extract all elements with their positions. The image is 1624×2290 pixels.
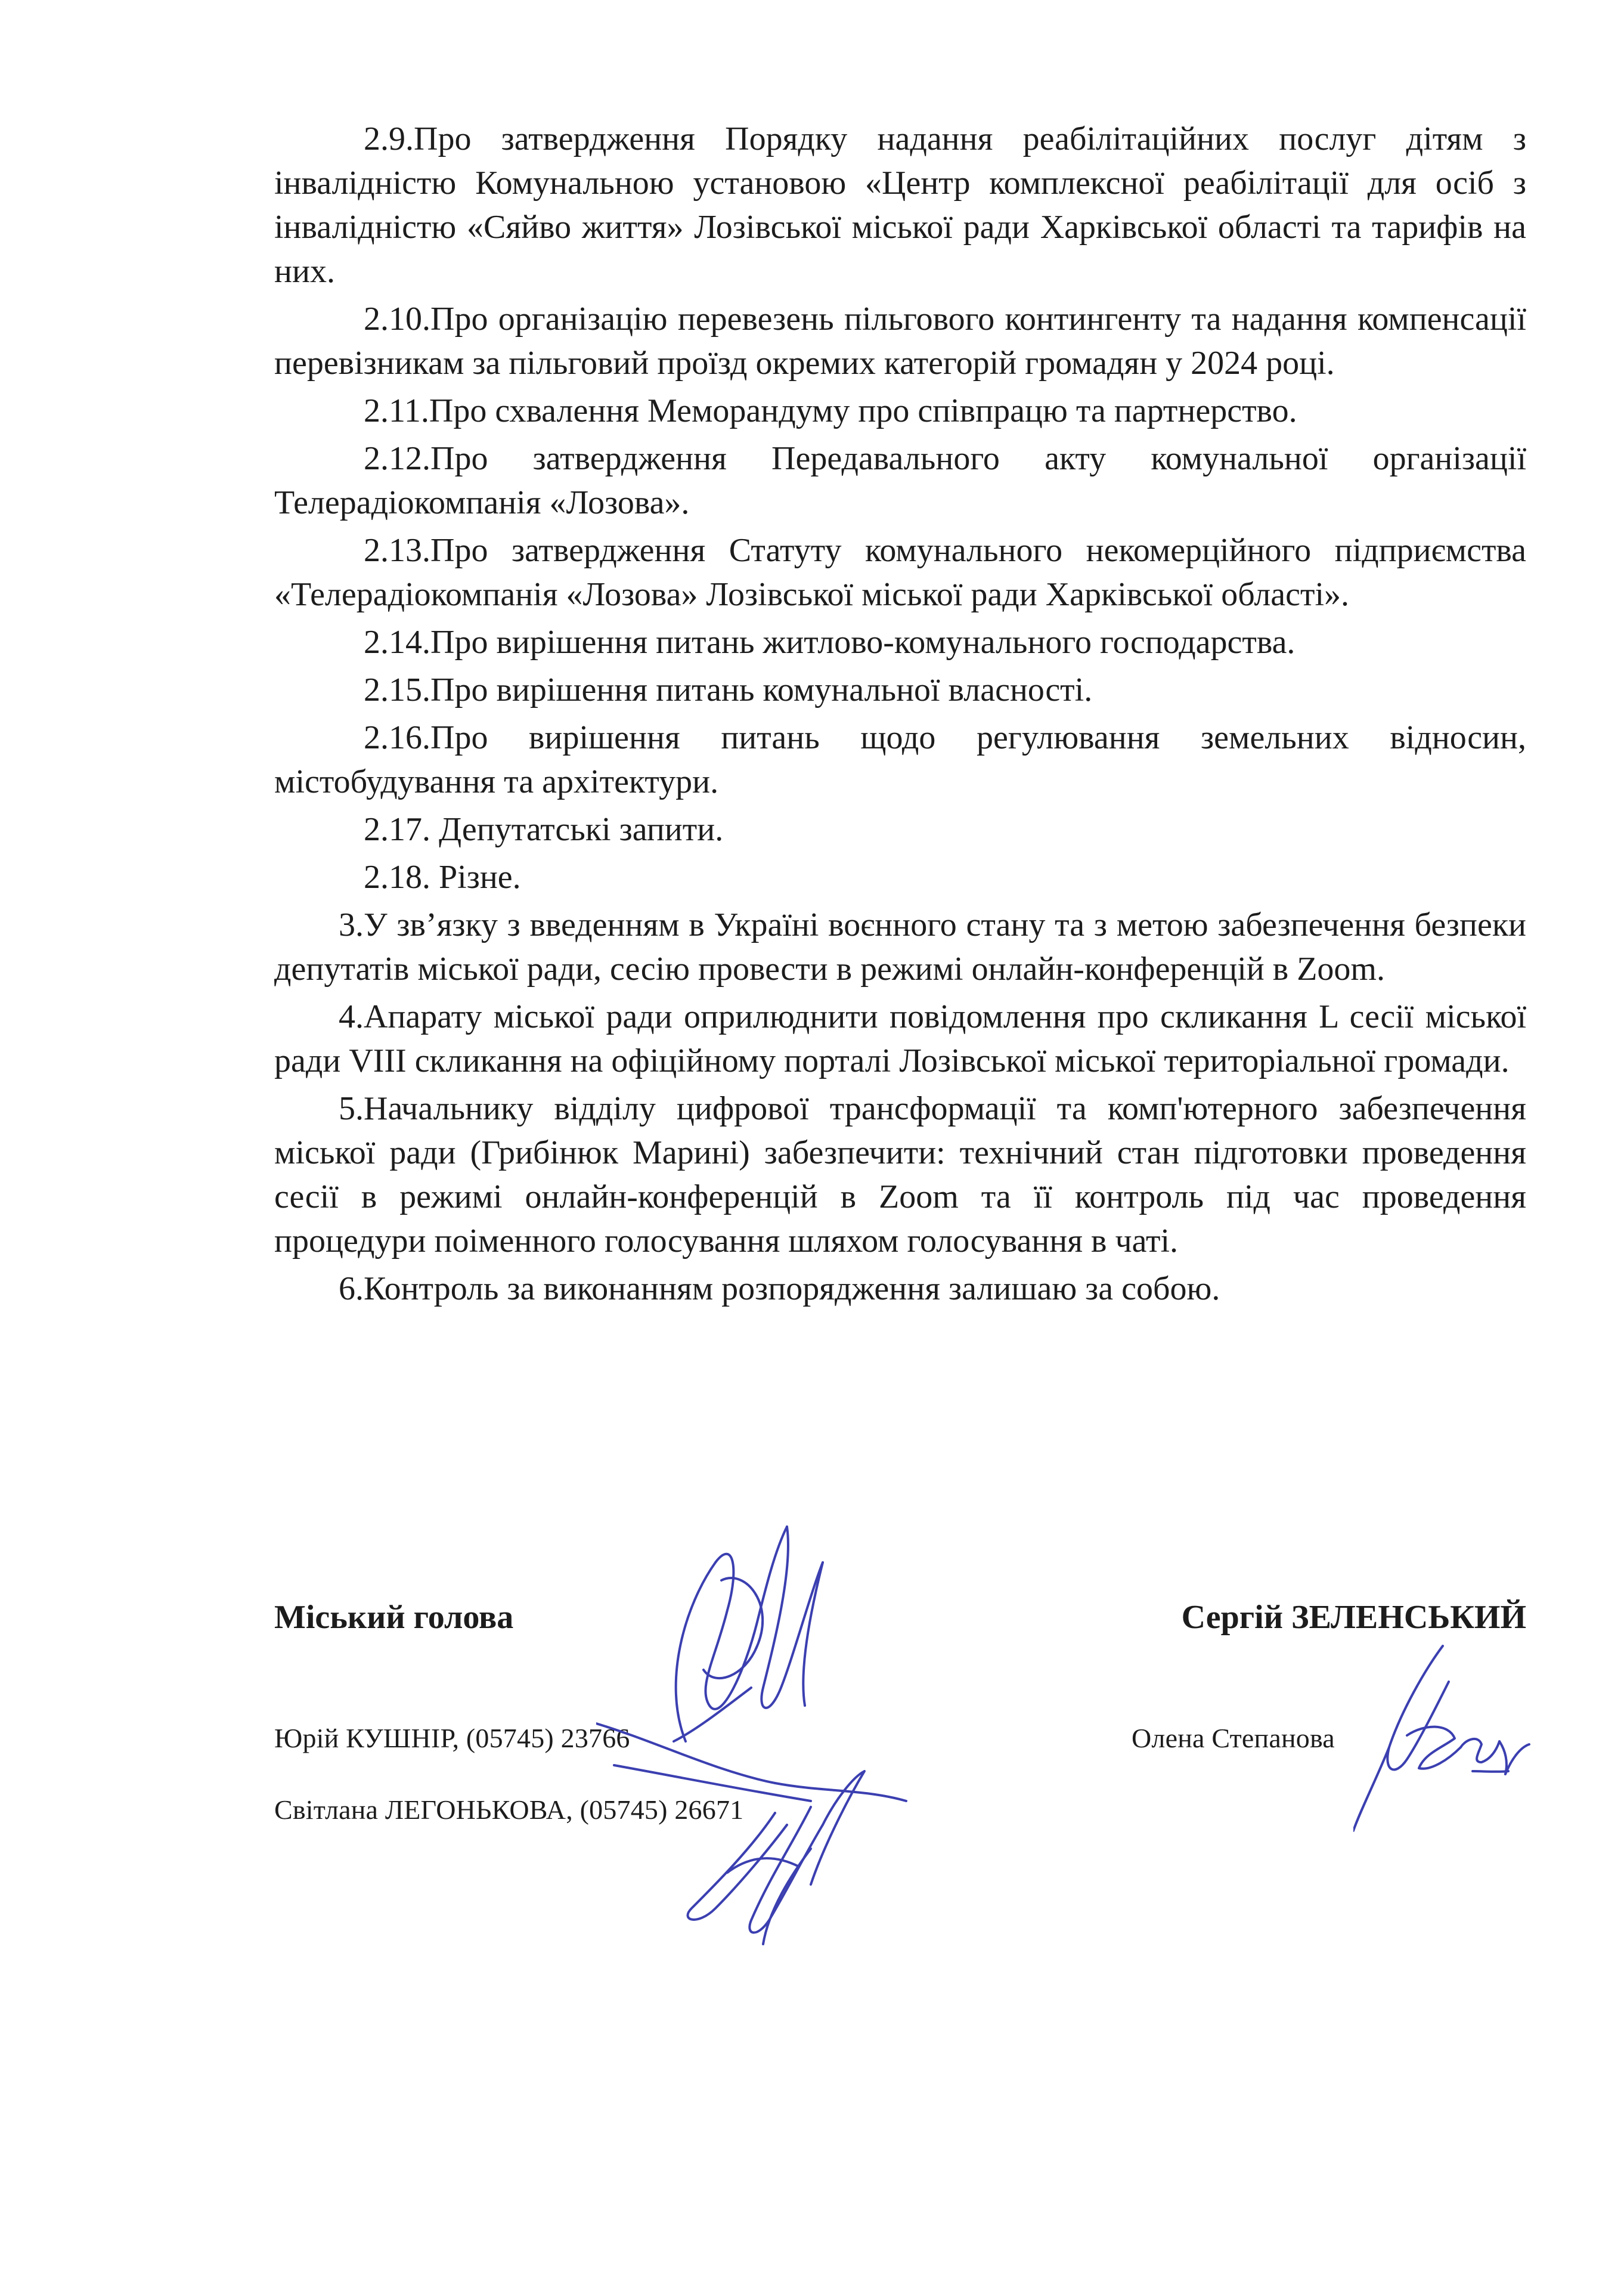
paragraph-5: 5.Начальнику відділу цифрової трансформації та комп'ютерного забезпечення міської ради (Грибінюк Марині) забезпечити: технічний стан підготовки проведення сесії в режимі онлайн-конференцій в Zoom та її контроль під час проведення процедури поіменного голосування шляхом голосування в чаті. [274, 1090, 1526, 1260]
paragraph-2-14: 2.14.Про вирішення питань житлово-комунального господарства. [364, 624, 1296, 661]
stepanova-signature-image [1353, 1634, 1532, 1837]
mayor-signature-image [596, 1491, 978, 1980]
paragraph-2-17: 2.17. Депутатські запити. [364, 811, 724, 848]
paragraph-6: 6.Контроль за виконанням розпорядження залишаю за собою. [339, 1270, 1220, 1307]
paragraph-4: 4.Апарату міської ради оприлюднити повідомлення про скликання L сесії міської ради VIII скликання на офіційному порталі Лозівської міської територіальної громади. [274, 998, 1526, 1079]
signatory-title: Міський голова [274, 1599, 514, 1636]
paragraph-2-13: 2.13.Про затвердження Статуту комунального некомерційного підприємства «Телерадіокомпанія «Лозова» Лозівської міської ради Харківської області». [274, 532, 1526, 613]
paragraph-2-15: 2.15.Про вирішення питань комунальної власності. [364, 671, 1093, 708]
paragraph-2-10: 2.10.Про організацію перевезень пільгового контингенту та надання компенсації перевізникам за пільговий проїзд окремих категорій громадян у 2024 році. [274, 301, 1526, 382]
contact-stepanova: Олена Степанова [1132, 1723, 1335, 1753]
signatory-name: Сергій ЗЕЛЕНСЬКИЙ [1181, 1599, 1526, 1636]
paragraph-2-16: 2.16.Про вирішення питань щодо регулювання земельних відносин, містобудування та архітектури. [274, 719, 1526, 800]
paragraph-3: 3.У зв’язку з введенням в Україні воєнного стану та з метою забезпечення безпеки депутатів міської ради, сесію провести в режимі онлайн-конференцій в Zoom. [274, 906, 1526, 988]
contact-kushnir: Юрій КУШНІР, (05745) 23766 [274, 1723, 630, 1753]
paragraph-2-11: 2.11.Про схвалення Меморандуму про співпрацю та партнерство. [364, 392, 1297, 429]
paragraph-2-9: 2.9.Про затвердження Порядку надання реабілітаційних послуг дітям з інвалідністю Комунальною установою «Центр комплексної реабілітації для осіб з інвалідністю «Сяйво життя» Лозівської міської ради Харківської області та тарифів на них. [274, 120, 1526, 290]
document-body [274, 117, 1526, 1311]
paragraph-2-12: 2.12.Про затвердження Передавального акту комунальної організації Телерадіокомпанія «Лозова». [274, 440, 1526, 521]
contact-legonkova: Світлана ЛЕГОНЬКОВА, (05745) 26671 [274, 1794, 744, 1825]
paragraph-2-18: 2.18. Різне. [364, 859, 521, 896]
